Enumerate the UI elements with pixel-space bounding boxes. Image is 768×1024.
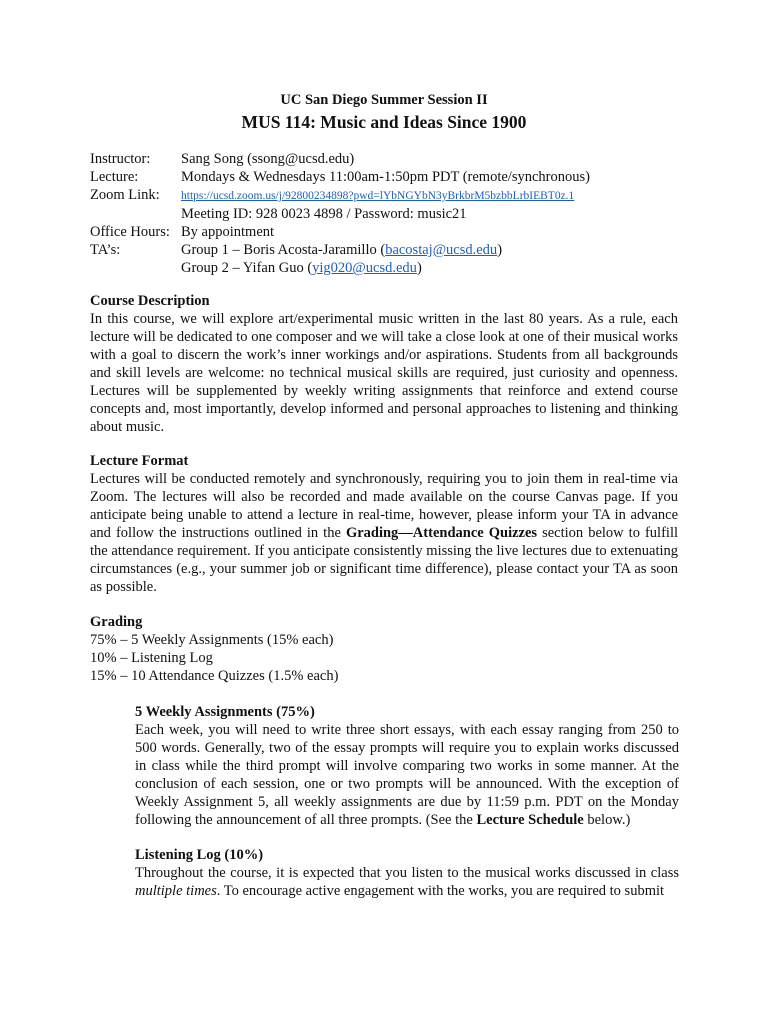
- ta1-email-link[interactable]: bacostaj@ucsd.edu: [385, 242, 498, 258]
- ta2-close: ): [416, 260, 422, 276]
- zoom-link[interactable]: https://ucsd.zoom.us/j/92800234898?pwd=lYbNGYbN3yBrkbrM5bzbbLrbIEBT0z.1: [181, 190, 575, 202]
- course-description-section: [90, 292, 678, 436]
- zoom-label: Zoom Link:: [90, 187, 160, 203]
- ta2-name: Group 2 – Yifan Guo (: [181, 260, 313, 276]
- grading-section: [90, 613, 678, 685]
- meeting-row: [90, 205, 590, 223]
- attendance-quizzes-ref: Grading—Attendance Quizzes: [345, 525, 538, 541]
- grading-item: 10% – Listening Log: [90, 650, 213, 666]
- lecture-format-section: [90, 452, 678, 596]
- office-hours-value: By appointment: [181, 224, 275, 240]
- weekly-assignments-section: [135, 703, 679, 829]
- ta-label: TA’s:: [90, 242, 121, 258]
- zoom-row: [90, 186, 590, 205]
- listening-log-body: Throughout the course, it is expected that you listen to the musical works discussed in class multiple times. To encourage active engagement with the works, you are required to submit: [135, 865, 679, 899]
- weekly-assignments-heading: 5 Weekly Assignments (75%): [135, 704, 315, 720]
- ta1-row: [90, 241, 590, 259]
- instructor-row: [90, 150, 590, 168]
- grading-item: 15% – 10 Attendance Quizzes (1.5% each): [90, 668, 339, 684]
- institution-heading: UC San Diego Summer Session II: [280, 92, 488, 108]
- lecture-format-heading: Lecture Format: [90, 453, 189, 469]
- course-description-heading: Course Description: [90, 293, 210, 309]
- office-hours-row: [90, 223, 590, 241]
- course-title: MUS 114: Music and Ideas Since 1900: [241, 112, 527, 132]
- ta2-row: [90, 259, 590, 277]
- lecture-schedule-ref: Lecture Schedule: [476, 812, 584, 828]
- lecture-row: [90, 168, 590, 186]
- grading-heading: Grading: [90, 614, 143, 630]
- instructor-value: Sang Song (ssong@ucsd.edu): [181, 151, 355, 167]
- lecture-label: Lecture:: [90, 169, 139, 185]
- grading-item: 75% – 5 Weekly Assignments (15% each): [90, 632, 334, 648]
- listening-log-heading: Listening Log (10%): [135, 847, 264, 863]
- ta1-name: Group 1 – Boris Acosta-Jaramillo (: [181, 242, 386, 258]
- meeting-info: Meeting ID: 928 0023 4898 / Password: music21: [181, 206, 467, 222]
- office-hours-label: Office Hours:: [90, 224, 170, 240]
- multiple-times-emphasis: multiple times: [135, 883, 217, 899]
- ta2-email-link[interactable]: yig020@ucsd.edu: [312, 260, 417, 276]
- lecture-value: Mondays & Wednesdays 11:00am-1:50pm PDT (remote/synchronous): [181, 169, 590, 185]
- course-description-body: In this course, we will explore art/experimental music written in the last 80 years. As a rule, each lecture will be dedicated to one composer and we will take a close look at one of their musical works with a goal to discern the work’s inner workings and/or aspirations. Students from all backgrounds and skill levels are welcome: no technical musical skills are required, just curiosity and openness. Lectures will be supplemented by weekly writing assignments that reinforce and extend course concepts and, most importantly, develop informed and personal approaches to listening and thinking about music.: [90, 311, 678, 435]
- listening-log-section: [135, 846, 679, 900]
- course-info-block: [90, 150, 590, 277]
- instructor-label: Instructor:: [90, 151, 151, 167]
- ta1-close: ): [497, 242, 503, 258]
- weekly-assignments-body: Each week, you will need to write three short essays, with each essay ranging from 250 to 500 words. Generally, two of the essay prompts will require you to explain works discussed in class while the third prompt will involve comparing two works in some manner. At the conclusion of each session, one or two prompts will be announced. With the exception of Weekly Assignment 5, all weekly assignments are due by 11:59 p.m. PDT on the Monday following the announcement of all three prompts. (See the Lecture Schedule below.): [135, 722, 679, 828]
- lecture-format-body: Lectures will be conducted remotely and synchronously, requiring you to join them in real-time via Zoom. The lectures will also be recorded and made available on the course Canvas page. If you anticipate being unable to attend a lecture in real-time, however, please inform your TA in advance and follow the instructions outlined in the Grading—Attendance Quizzes section below to fulfill the attendance requirement. If you anticipate consistently missing the live lectures due to extenuating circumstances (e.g., your summer job or significant time difference), please contact your TA as soon as possible.: [90, 471, 678, 595]
